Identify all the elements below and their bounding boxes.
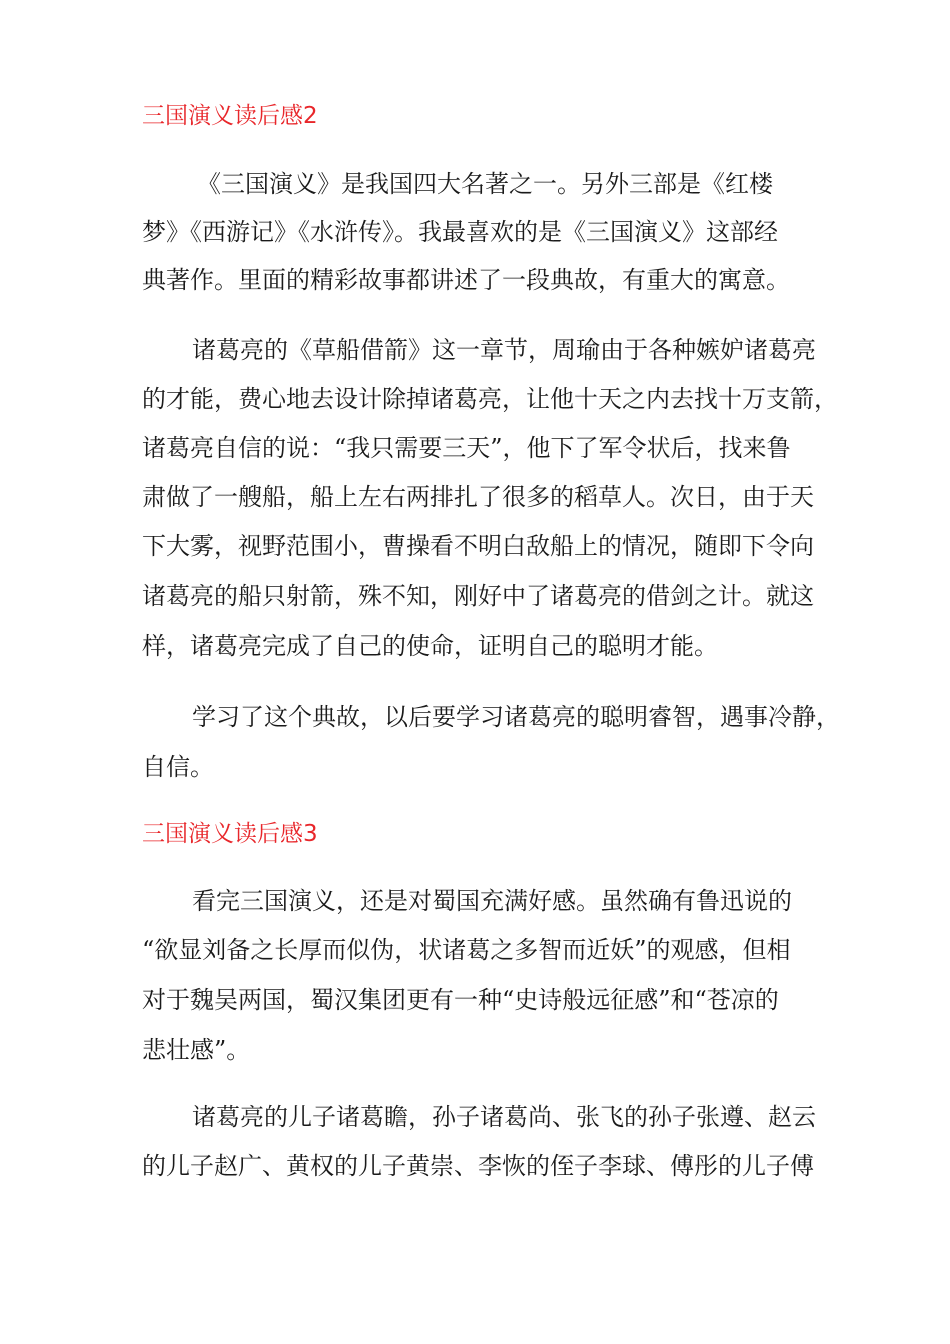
section-3-title: 三国演义读后感3 [142,821,318,847]
text-line: 下大雾，视野范围小，曹操看不明白敌船上的情况，随即下令向 [142,532,814,560]
text-line: “欲显刘备之长厚而似伪，状诸葛之多智而近妖”的观感，但相 [142,936,791,964]
text-line: 肃做了一艘船，船上左右两排扎了很多的稻草人。次日，由于天 [142,483,814,511]
text-line: 对于魏吴两国，蜀汉集团更有一种“史诗般远征感”和“苍凉的 [142,986,779,1014]
text-line: 诸葛亮的船只射箭，殊不知，刚好中了诸葛亮的借剑之计。就这 [142,582,814,610]
text-line: 典著作。里面的精彩故事都讲述了一段典故，有重大的寓意。 [142,266,790,294]
text-line: 自信。 [142,753,214,781]
text-line: 学习了这个典故，以后要学习诸葛亮的聪明睿智，遇事冷静， [192,703,840,731]
text-line: 诸葛亮的儿子诸葛瞻，孙子诸葛尚、张飞的孙子张遵、赵云 [192,1103,816,1131]
text-line: 诸葛亮的《草船借箭》这一章节，周瑜由于各种嫉妒诸葛亮 [192,336,816,364]
text-line: 《三国演义》是我国四大名著之一。另外三部是《红楼 [197,170,773,198]
text-line: 样，诸葛亮完成了自己的使命，证明自己的聪明才能。 [142,632,718,660]
text-line: 梦》《西游记》《水浒传》。我最喜欢的是《三国演义》这部经 [142,218,778,246]
text-line: 诸葛亮自信的说：“我只需要三天”，他下了军令状后，找来鲁 [142,434,791,462]
text-line: 的儿子赵广、黄权的儿子黄崇、李恢的侄子李球、傅彤的儿子傅 [142,1152,814,1180]
section-2-title: 三国演义读后感2 [142,103,318,129]
text-line: 悲壮感”。 [142,1036,251,1064]
text-line: 的才能，费心地去设计除掉诸葛亮，让他十天之内去找十万支箭， [142,385,838,413]
text-line: 看完三国演义，还是对蜀国充满好感。虽然确有鲁迅说的 [192,887,792,915]
